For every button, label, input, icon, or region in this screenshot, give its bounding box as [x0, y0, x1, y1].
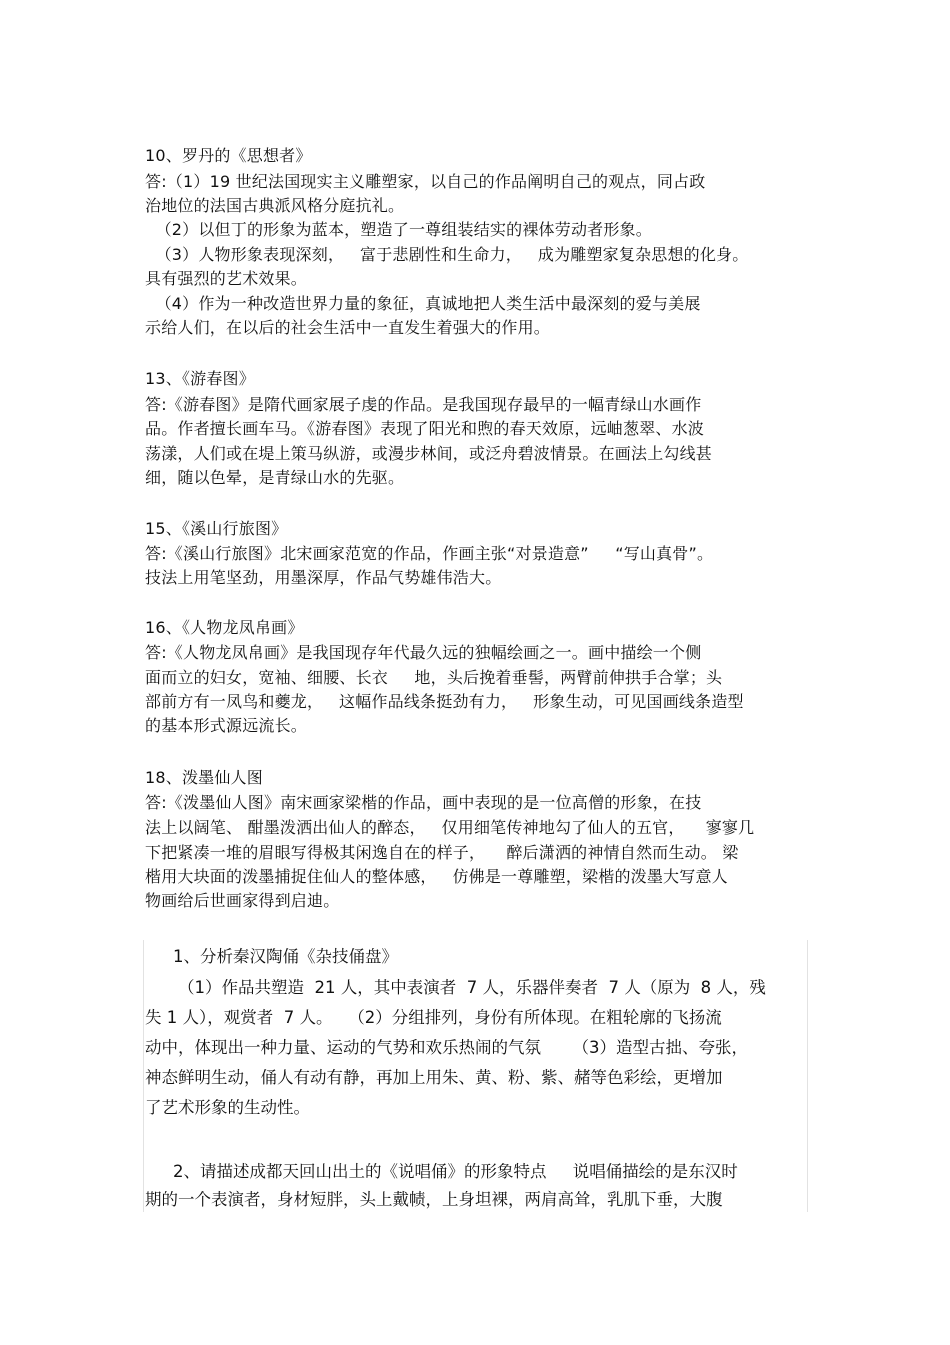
answer-line: （2）以但丁的形象为蓝本，塑造了一尊组装结实的裸体劳动者形象。: [145, 220, 652, 239]
section-heading: 18、泼墨仙人图: [145, 768, 263, 787]
answer-line: 示给人们，在以后的社会生活中一直发生着强大的作用。: [145, 318, 551, 337]
answer-line: 楷用大块面的泼墨捕捉住仙人的整体感， 仿佛是一尊雕塑，梁楷的泼墨大写意人: [145, 867, 728, 886]
answer-line: 荡漾，人们或在堤上策马纵游，或漫步林间，或泛舟碧波情景。在画法上勾线甚: [145, 444, 713, 463]
answer-line: 答:《人物龙凤帛画》是我国现存年代最久远的独幅绘画之一。画中描绘一个侧: [145, 643, 702, 662]
answer-line: （1）作品共塑造 21 人，其中表演者 7 人，乐器伴奏者 7 人（原为 8 人，残: [178, 978, 766, 997]
answer-line: 部前方有一凤鸟和夔龙， 这幅作品线条挺劲有力， 形象生动，可见国画线条造型: [145, 692, 744, 711]
answer-line: 了艺术形象的生动性。: [145, 1098, 310, 1117]
answer-line: （3）人物形象表现深刻， 富于悲剧性和生命力， 成为雕塑家复杂思想的化身。: [145, 245, 749, 264]
answer-line: 具有强烈的艺术效果。: [145, 269, 308, 288]
answer-line: 技法上用笔坚劲，用墨深厚，作品气势雄伟浩大。: [145, 568, 502, 587]
answer-line: 答:《溪山行旅图》北宋画家范宽的作品，作画主张“对景造意” “写山真骨”。: [145, 544, 714, 563]
answer-line: 答:《泼墨仙人图》南宋画家梁楷的作品，画中表现的是一位高僧的形象，在技: [145, 793, 702, 812]
answer-line: 下把紧凑一堆的眉眼写得极其闲逸自在的样子， 醉后潇洒的神情自然而生动。 梁: [145, 843, 739, 862]
answer-line: 的基本形式源远流长。: [145, 716, 308, 735]
answer-line: 法上以阔笔、 酣墨泼洒出仙人的醉态， 仅用细笔传神地勾了仙人的五官， 寥寥几: [145, 818, 755, 837]
section-heading: 10、罗丹的《思想者》: [145, 146, 312, 165]
question-heading: 2、请描述成都天回山出土的《说唱俑》的形象特点 说唱俑描绘的是东汉时: [173, 1162, 738, 1181]
answer-line: 答:《游春图》是隋代画家展子虔的作品。是我国现存最早的一幅青绿山水画作: [145, 395, 702, 414]
answer-line: 物画给后世画家得到启迪。: [145, 891, 340, 910]
answer-line: 面而立的妇女，宽袖、细腰、长衣 地，头后挽着垂髻，两臂前伸拱手合掌；头: [145, 668, 723, 687]
answer-line: 期的一个表演者，身材短胖，头上戴帻，上身坦裸，两肩高耸，乳肌下垂，大腹: [145, 1190, 723, 1209]
answer-line: 神态鲜明生动，俑人有动有静，再加上用朱、黄、粉、紫、赭等色彩绘，更增加: [145, 1068, 723, 1087]
answer-line: 动中，体现出一种力量、运动的气势和欢乐热闹的气氛 （3）造型古拙、夸张，: [145, 1038, 748, 1057]
question-box: [143, 940, 808, 1212]
section-heading: 16、《人物龙凤帛画》: [145, 618, 304, 637]
answer-line: （4）作为一种改造世界力量的象征，真诚地把人类生活中最深刻的爱与美展: [145, 294, 701, 313]
section-heading: 13、《游春图》: [145, 369, 255, 388]
answer-line: 治地位的法国古典派风格分庭抗礼。: [145, 196, 405, 215]
answer-line: 答:（1）19 世纪法国现实主义雕塑家，以自己的作品阐明自己的观点，同占政: [145, 172, 706, 191]
answer-line: 细，随以色晕，是青绿山水的先驱。: [145, 468, 405, 487]
section-heading: 15、《溪山行旅图》: [145, 519, 288, 538]
answer-line: 失 1 人），观赏者 7 人。 （2）分组排列，身份有所体现。在粗轮廓的飞扬流: [145, 1008, 722, 1027]
question-heading: 1、分析秦汉陶俑《杂技俑盘》: [173, 947, 398, 966]
answer-line: 品。作者擅长画车马。《游春图》表现了阳光和煦的春天效原，远岫葱翠、水波: [145, 419, 705, 438]
